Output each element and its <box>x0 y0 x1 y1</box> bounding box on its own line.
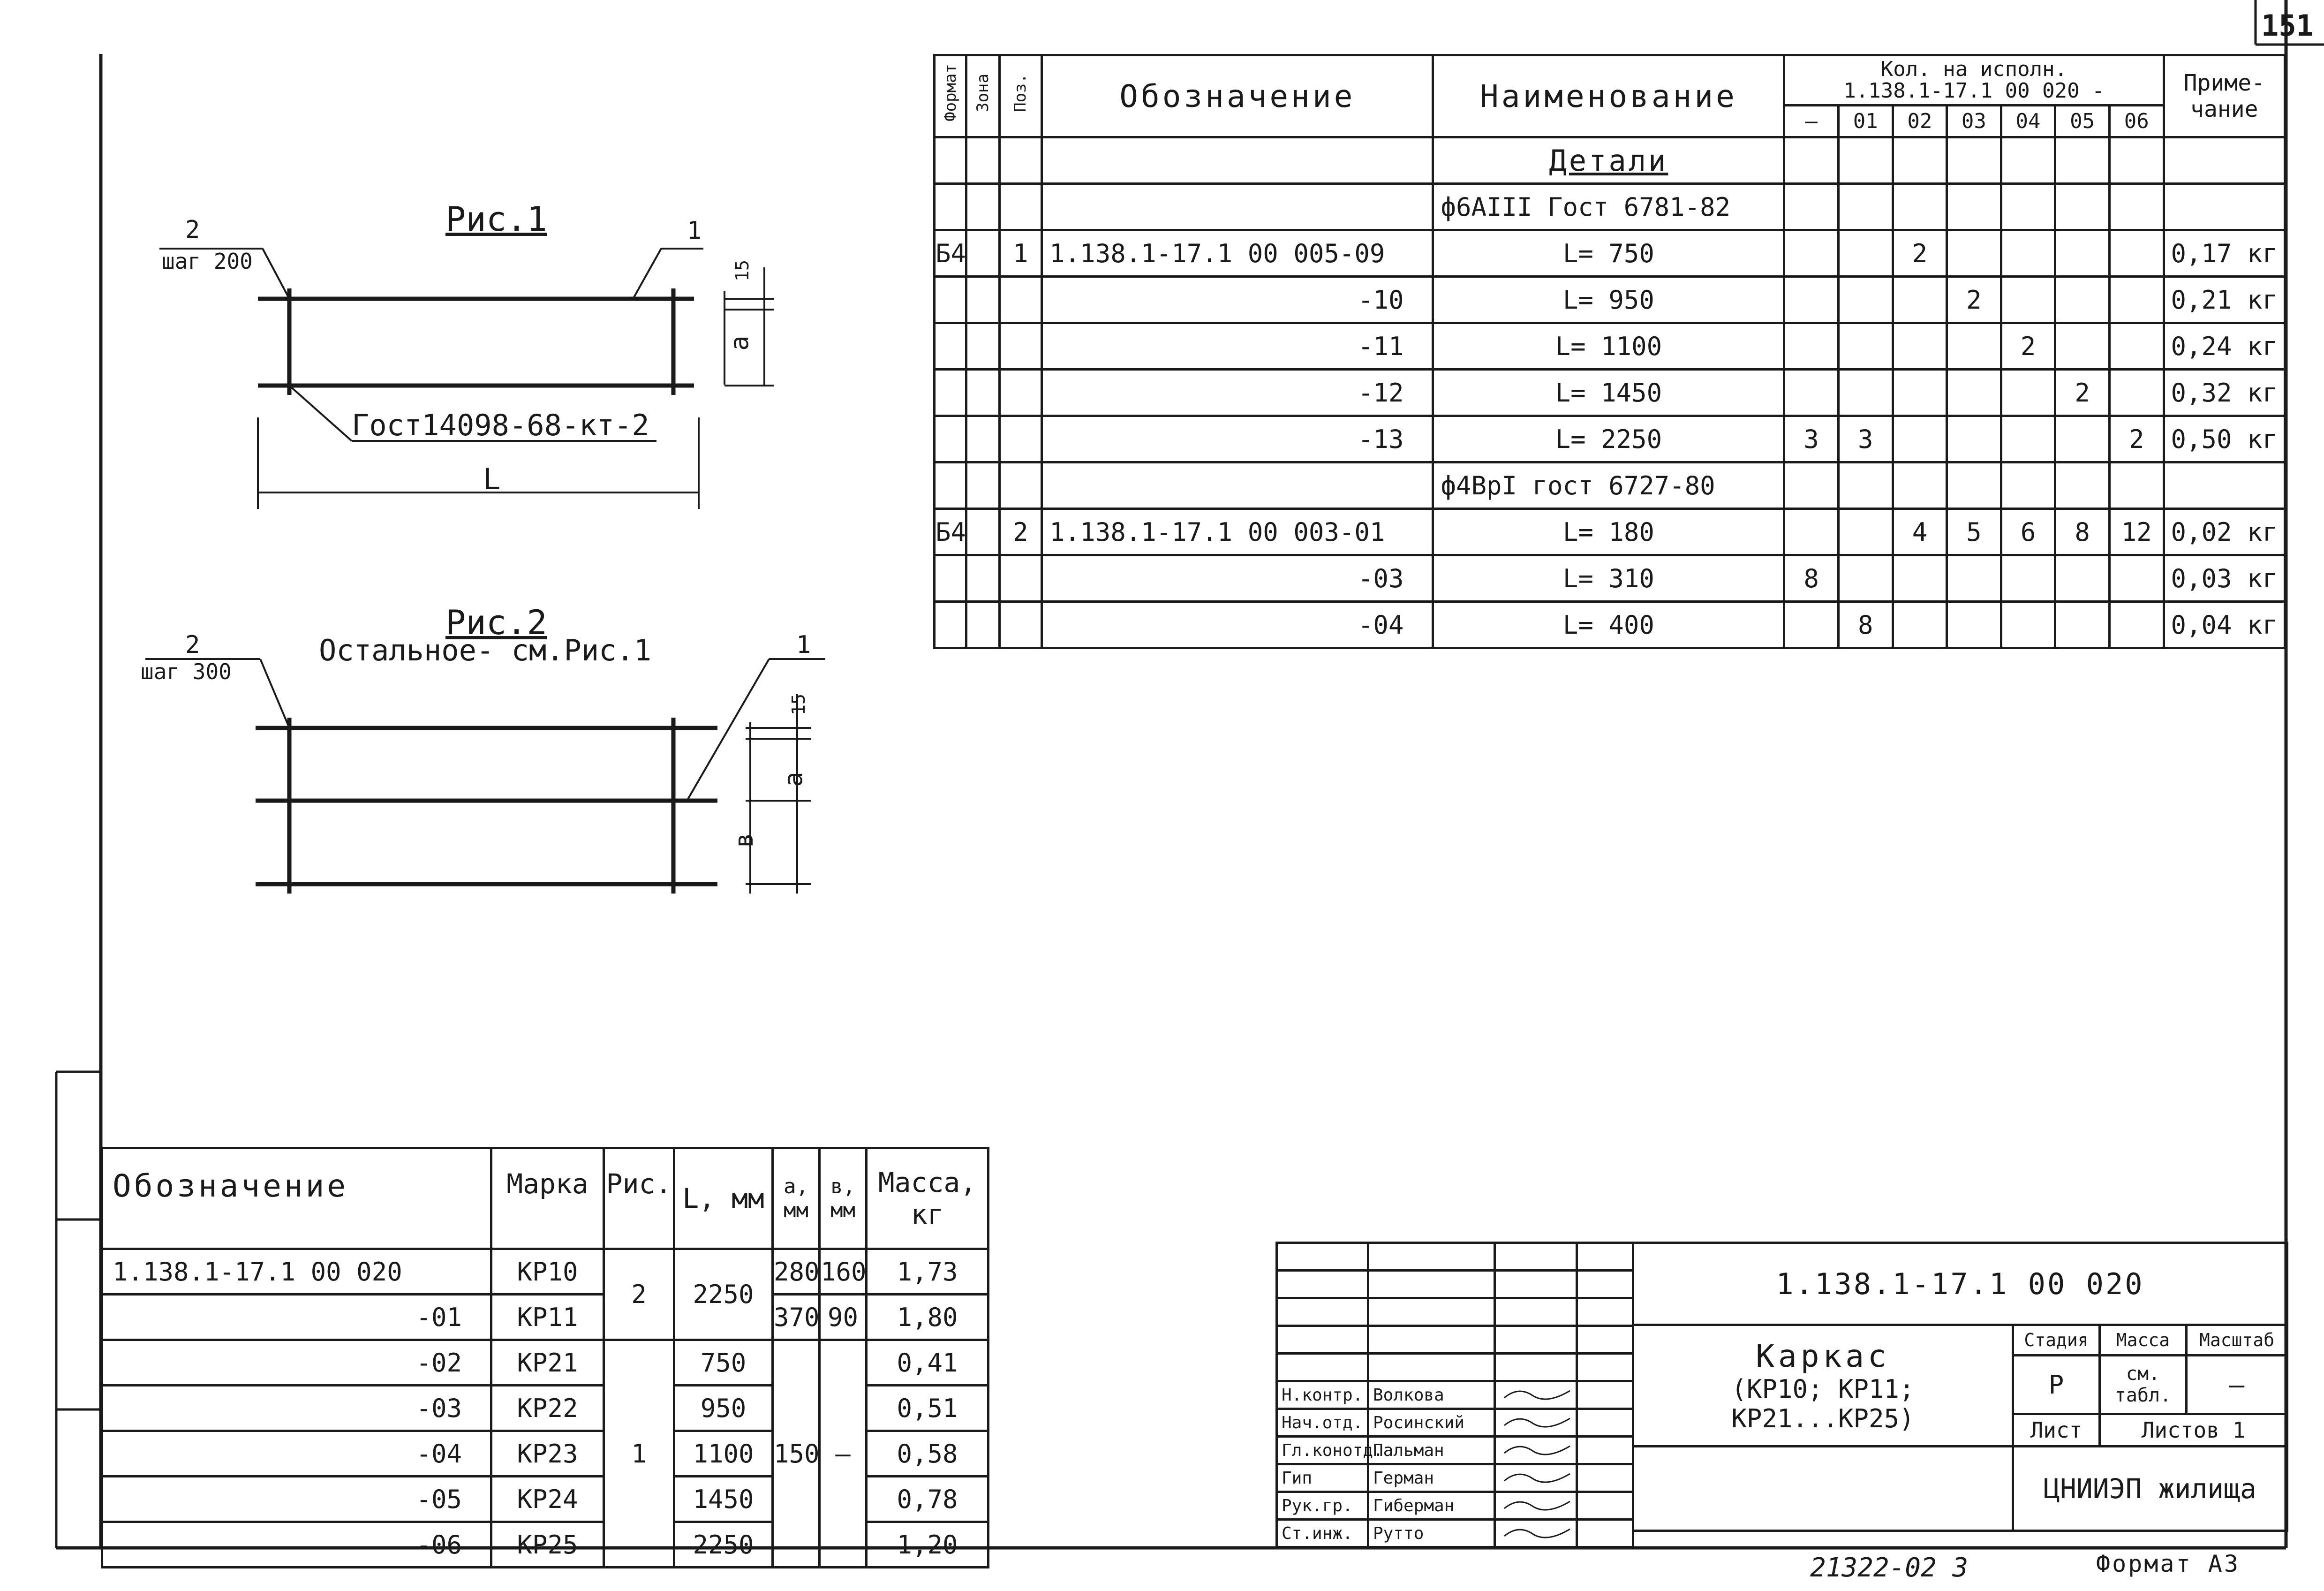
signer-row <box>1277 1437 1633 1464</box>
mark-mass: 1,80 <box>867 1295 988 1340</box>
spec-qty <box>2109 602 2164 648</box>
spec-qty <box>1784 323 1839 370</box>
spec-qty: 8 <box>1838 602 1893 648</box>
spec-row <box>935 602 2285 648</box>
org-name: ЦНИИЭП жилища <box>2013 1447 2287 1531</box>
fig1-dim-length: L <box>483 462 501 496</box>
spec-row <box>935 509 2285 555</box>
spec-zone <box>966 555 999 602</box>
fig1-callout-2-num: 2 <box>185 216 200 244</box>
fig2-callout-1: 1 <box>796 631 811 659</box>
spec-designation: 1.138.1-17.1 00 003-01 <box>1042 509 1433 555</box>
fig2-callout-2-num: 2 <box>185 631 200 659</box>
date-cell <box>1577 1492 1633 1520</box>
spec-designation: -11 <box>1042 323 1433 370</box>
spec-qty <box>1947 370 2001 416</box>
spec-qty <box>1893 370 1947 416</box>
spec-qty <box>1893 602 1947 648</box>
header-note: Приме-чание <box>2164 55 2285 137</box>
spec-name: L= 2250 <box>1433 416 1784 462</box>
fig1-dim-15: 15 <box>732 260 753 281</box>
fig2-dim-a: a <box>778 772 808 787</box>
mark-code: КР23 <box>491 1431 604 1477</box>
spec-qty: 2 <box>2109 416 2164 462</box>
spec-name: L= 750 <box>1433 230 1784 277</box>
spec-pos: 2 <box>999 509 1041 555</box>
title-block <box>1632 1242 2288 1532</box>
spec-qty <box>2001 277 2055 323</box>
signature-scribble <box>1500 1411 1575 1430</box>
fig2-title: Рис.2 <box>445 603 547 642</box>
signer-name: Пальман <box>1368 1437 1495 1464</box>
fig1-callout-2-step: шаг 200 <box>162 249 253 274</box>
spec-qty <box>1893 277 1947 323</box>
grid-cell <box>1368 1243 1495 1271</box>
spec-format <box>935 555 966 602</box>
spec-qty <box>1838 323 1893 370</box>
signer-row <box>1277 1520 1633 1547</box>
scale-value: — <box>2187 1356 2287 1414</box>
spec-designation: -04 <box>1042 602 1433 648</box>
footer-format: Формат А3 <box>2096 1550 2240 1577</box>
mk-header-fig: Рис. <box>604 1148 674 1249</box>
mark-designation: -01 <box>102 1295 491 1340</box>
spec-name: L= 1100 <box>1433 323 1784 370</box>
signature <box>1495 1409 1577 1437</box>
fig2-drawing <box>145 659 825 894</box>
signer-role: Ст.инж. <box>1277 1520 1368 1547</box>
mark-row <box>102 1340 988 1386</box>
grid-cell <box>1368 1326 1495 1354</box>
spec-qty <box>2055 277 2110 323</box>
exec-col: 06 <box>2109 105 2164 137</box>
spec-note: 0,50 кг <box>2164 416 2285 462</box>
date-cell <box>1577 1409 1633 1437</box>
mark-mass: 0,78 <box>867 1477 988 1522</box>
signature <box>1495 1492 1577 1520</box>
spec-qty: 8 <box>1784 555 1839 602</box>
spec-qty <box>2109 370 2164 416</box>
spec-row <box>935 370 2285 416</box>
marks-table <box>101 1147 989 1568</box>
mark-designation: -06 <box>102 1522 491 1568</box>
date-cell <box>1577 1464 1633 1492</box>
spec-pos <box>999 370 1041 416</box>
header-qty: Кол. на исполн. 1.138.1-17.1 00 020 - <box>1784 55 2164 106</box>
spec-qty <box>2001 230 2055 277</box>
signature-grid <box>1275 1242 1634 1548</box>
spec-designation: -10 <box>1042 277 1433 323</box>
signature-scribble <box>1500 1522 1575 1541</box>
spec-qty <box>2055 416 2110 462</box>
mark-mass: 1,20 <box>867 1522 988 1568</box>
spec-name: L= 1450 <box>1433 370 1784 416</box>
signer-row <box>1277 1464 1633 1492</box>
mark-mass: 0,41 <box>867 1340 988 1386</box>
exec-col: 03 <box>1947 105 2001 137</box>
mark-designation: 1.138.1-17.1 00 020 <box>102 1249 491 1295</box>
mark-mass: 1,73 <box>867 1249 988 1295</box>
spec-pos <box>999 555 1041 602</box>
mark-code: КР24 <box>491 1477 604 1522</box>
grid-cell <box>1577 1243 1633 1271</box>
spec-qty <box>1838 555 1893 602</box>
mark-code: КР25 <box>491 1522 604 1568</box>
spec-qty <box>2001 602 2055 648</box>
spec-pos <box>999 323 1041 370</box>
exec-col: 05 <box>2055 105 2110 137</box>
mark-b: — <box>820 1340 867 1568</box>
mark-length: 2250 <box>674 1249 773 1340</box>
fig2-dim-15: 15 <box>788 694 809 715</box>
spec-qty: 12 <box>2109 509 2164 555</box>
spec-name: L= 180 <box>1433 509 1784 555</box>
spec-qty <box>1947 323 2001 370</box>
grid-cell <box>1277 1243 1368 1271</box>
spec-note: 0,17 кг <box>2164 230 2285 277</box>
spec-qty <box>1947 555 2001 602</box>
spec-qty: 3 <box>1838 416 1893 462</box>
mark-designation: -03 <box>102 1386 491 1431</box>
mk-header-length: L, мм <box>674 1148 773 1249</box>
exec-col: 02 <box>1893 105 1947 137</box>
spec-note: 0,04 кг <box>2164 602 2285 648</box>
signature <box>1495 1520 1577 1547</box>
spec-format <box>935 370 966 416</box>
fig1-callout-1: 1 <box>687 217 702 245</box>
grid-cell <box>1277 1298 1368 1326</box>
spec-qty: 2 <box>2001 323 2055 370</box>
spec-qty: 8 <box>2055 509 2110 555</box>
signature-scribble <box>1500 1467 1575 1485</box>
spec-qty <box>1947 416 2001 462</box>
header-name: Наименование <box>1433 55 1784 137</box>
spec-qty <box>1784 230 1839 277</box>
grid-cell <box>1368 1271 1495 1298</box>
mk-header-designation: Обозначение <box>102 1148 491 1249</box>
fig1-drawing <box>159 249 774 509</box>
spec-zone <box>966 370 999 416</box>
mark-length: 1450 <box>674 1477 773 1522</box>
spec-pos <box>999 416 1041 462</box>
spec-pos <box>999 277 1041 323</box>
header-format: Формат <box>935 55 966 137</box>
spec-zone <box>966 509 999 555</box>
spec-qty <box>1838 509 1893 555</box>
grid-cell <box>1368 1354 1495 1381</box>
spec-qty: 2 <box>2055 370 2110 416</box>
stage-value: Р <box>2013 1356 2100 1414</box>
spec-qty <box>2055 230 2110 277</box>
grid-cell <box>1277 1271 1368 1298</box>
spec-format: Б4 <box>935 230 966 277</box>
section-details: Детали <box>1433 137 1784 184</box>
spec-qty <box>2001 555 2055 602</box>
mark-code: КР21 <box>491 1340 604 1386</box>
signer-name: Герман <box>1368 1464 1495 1492</box>
signature <box>1495 1464 1577 1492</box>
mark-row <box>102 1295 988 1340</box>
spec-pos <box>999 602 1041 648</box>
signer-row <box>1277 1381 1633 1409</box>
spec-zone <box>966 602 999 648</box>
spec-qty <box>2109 230 2164 277</box>
spec-format: Б4 <box>935 509 966 555</box>
signer-name: Рутто <box>1368 1520 1495 1547</box>
grid-cell <box>1577 1271 1633 1298</box>
spec-row <box>935 555 2285 602</box>
mark-length: 2250 <box>674 1522 773 1568</box>
mark-code: КР22 <box>491 1386 604 1431</box>
signer-name: Росинский <box>1368 1409 1495 1437</box>
sheets-label: Листов 1 <box>2100 1414 2287 1447</box>
signature-scribble <box>1500 1384 1575 1402</box>
grid-cell <box>1577 1354 1633 1381</box>
spec-qty <box>1784 277 1839 323</box>
spec-qty <box>2109 277 2164 323</box>
mk-header-mark: Марка <box>491 1148 604 1249</box>
date-cell <box>1577 1381 1633 1409</box>
mark-designation: -04 <box>102 1431 491 1477</box>
signature <box>1495 1381 1577 1409</box>
spec-zone <box>966 416 999 462</box>
spec-qty <box>1838 230 1893 277</box>
spec-qty <box>1838 277 1893 323</box>
spec-format <box>935 602 966 648</box>
specification-table <box>933 54 2286 649</box>
mark-fig: 1 <box>604 1340 674 1568</box>
doc-title: Каркас (КР10; КР11; КР21...КР25) <box>1633 1325 2013 1447</box>
grid-cell <box>1495 1243 1577 1271</box>
page-number: 151 <box>2261 8 2314 43</box>
material-2: ф4ВрI гост 6727-80 <box>1433 462 1784 509</box>
signer-row <box>1277 1492 1633 1520</box>
spec-pos: 1 <box>999 230 1041 277</box>
exec-col: 04 <box>2001 105 2055 137</box>
spec-qty <box>1893 416 1947 462</box>
footer-code: 21322-02 3 <box>1810 1553 1969 1583</box>
spec-qty <box>1893 555 1947 602</box>
signer-role: Рук.гр. <box>1277 1492 1368 1520</box>
spec-qty <box>1784 602 1839 648</box>
signer-role: Гип <box>1277 1464 1368 1492</box>
fig1-weld-note: Гост14098-68-кт-2 <box>352 408 649 442</box>
signature-scribble <box>1500 1439 1575 1458</box>
mark-length: 750 <box>674 1340 773 1386</box>
spec-note: 0,24 кг <box>2164 323 2285 370</box>
spec-qty <box>1838 370 1893 416</box>
signature <box>1495 1437 1577 1464</box>
mk-header-b: в, мм <box>820 1148 867 1249</box>
date-cell <box>1577 1437 1633 1464</box>
spec-note: 0,02 кг <box>2164 509 2285 555</box>
fig2-subtitle: Остальное- см.Рис.1 <box>319 633 652 667</box>
sheet-label: Лист <box>2013 1414 2100 1447</box>
mark-mass: 0,58 <box>867 1431 988 1477</box>
mark-row <box>102 1249 988 1295</box>
spec-zone <box>966 323 999 370</box>
header-zone: Зона <box>966 55 999 137</box>
mass-label: Масса <box>2100 1325 2187 1356</box>
spec-zone <box>966 277 999 323</box>
mark-code: КР10 <box>491 1249 604 1295</box>
spec-qty <box>2001 416 2055 462</box>
spec-designation: -03 <box>1042 555 1433 602</box>
spec-zone <box>966 230 999 277</box>
grid-cell <box>1277 1326 1368 1354</box>
grid-cell <box>1495 1298 1577 1326</box>
spec-qty <box>2001 370 2055 416</box>
grid-cell <box>1577 1326 1633 1354</box>
doc-number: 1.138.1-17.1 00 020 <box>1633 1243 2287 1325</box>
spec-row <box>935 277 2285 323</box>
fig2-callout-2-step: шаг 300 <box>141 659 232 684</box>
mass-value: см. табл. <box>2100 1356 2187 1414</box>
mk-header-a: a, мм <box>773 1148 820 1249</box>
spec-qty <box>2055 323 2110 370</box>
signer-row <box>1277 1409 1633 1437</box>
mark-designation: -02 <box>102 1340 491 1386</box>
signer-role: Нач.отд. <box>1277 1409 1368 1437</box>
spec-designation: -13 <box>1042 416 1433 462</box>
spec-qty <box>2055 555 2110 602</box>
signature-scribble <box>1500 1494 1575 1513</box>
spec-qty <box>2055 602 2110 648</box>
spec-qty <box>1893 323 1947 370</box>
spec-row <box>935 230 2285 277</box>
exec-col: 01 <box>1838 105 1893 137</box>
grid-cell <box>1368 1298 1495 1326</box>
spec-qty <box>1947 602 2001 648</box>
grid-cell <box>1577 1298 1633 1326</box>
spec-qty: 3 <box>1784 416 1839 462</box>
spec-qty: 6 <box>2001 509 2055 555</box>
header-pos: Поз. <box>999 55 1041 137</box>
spec-format <box>935 323 966 370</box>
spec-note: 0,21 кг <box>2164 277 2285 323</box>
spec-qty: 2 <box>1893 230 1947 277</box>
grid-cell <box>1277 1354 1368 1381</box>
mark-fig: 2 <box>604 1249 674 1340</box>
material-1: ф6АIII Гост 6781-82 <box>1433 184 1784 230</box>
mark-length: 950 <box>674 1386 773 1431</box>
mark-length: 1100 <box>674 1431 773 1477</box>
spec-format <box>935 277 966 323</box>
spec-qty: 2 <box>1947 277 2001 323</box>
mark-b: 90 <box>820 1295 867 1340</box>
header-designation: Обозначение <box>1042 55 1433 137</box>
grid-cell <box>1495 1354 1577 1381</box>
spec-row <box>935 416 2285 462</box>
spec-qty <box>1784 509 1839 555</box>
mark-a: 370 <box>773 1295 820 1340</box>
spec-note: 0,03 кг <box>2164 555 2285 602</box>
spec-qty: 4 <box>1893 509 1947 555</box>
spec-name: L= 400 <box>1433 602 1784 648</box>
mk-header-mass: Масса, кг <box>867 1148 988 1249</box>
grid-cell <box>1495 1271 1577 1298</box>
fig1-dim-a: a <box>724 335 754 351</box>
spec-qty <box>1947 230 2001 277</box>
signer-name: Гиберман <box>1368 1492 1495 1520</box>
exec-col: — <box>1784 105 1839 137</box>
fig1-title: Рис.1 <box>445 199 547 239</box>
mark-a: 150 <box>773 1340 820 1568</box>
spec-name: L= 310 <box>1433 555 1784 602</box>
mark-designation: -05 <box>102 1477 491 1522</box>
spec-row <box>935 323 2285 370</box>
spec-qty <box>1784 370 1839 416</box>
spec-designation: -12 <box>1042 370 1433 416</box>
spec-qty <box>2109 555 2164 602</box>
spec-designation: 1.138.1-17.1 00 005-09 <box>1042 230 1433 277</box>
date-cell <box>1577 1520 1633 1547</box>
stage-label: Стадия <box>2013 1325 2100 1356</box>
spec-name: L= 950 <box>1433 277 1784 323</box>
scale-label: Масштаб <box>2187 1325 2287 1356</box>
spec-qty <box>2109 323 2164 370</box>
signer-name: Волкова <box>1368 1381 1495 1409</box>
spec-qty: 5 <box>1947 509 2001 555</box>
mark-b: 160 <box>820 1249 867 1295</box>
signer-role: Н.контр. <box>1277 1381 1368 1409</box>
fig2-dim-b: в <box>729 833 759 848</box>
mark-code: КР11 <box>491 1295 604 1340</box>
signer-role: Гл.конотд. <box>1277 1437 1368 1464</box>
spec-format <box>935 416 966 462</box>
title-empty <box>1633 1447 2013 1531</box>
spec-note: 0,32 кг <box>2164 370 2285 416</box>
mark-mass: 0,51 <box>867 1386 988 1431</box>
mark-a: 280 <box>773 1249 820 1295</box>
grid-cell <box>1495 1326 1577 1354</box>
